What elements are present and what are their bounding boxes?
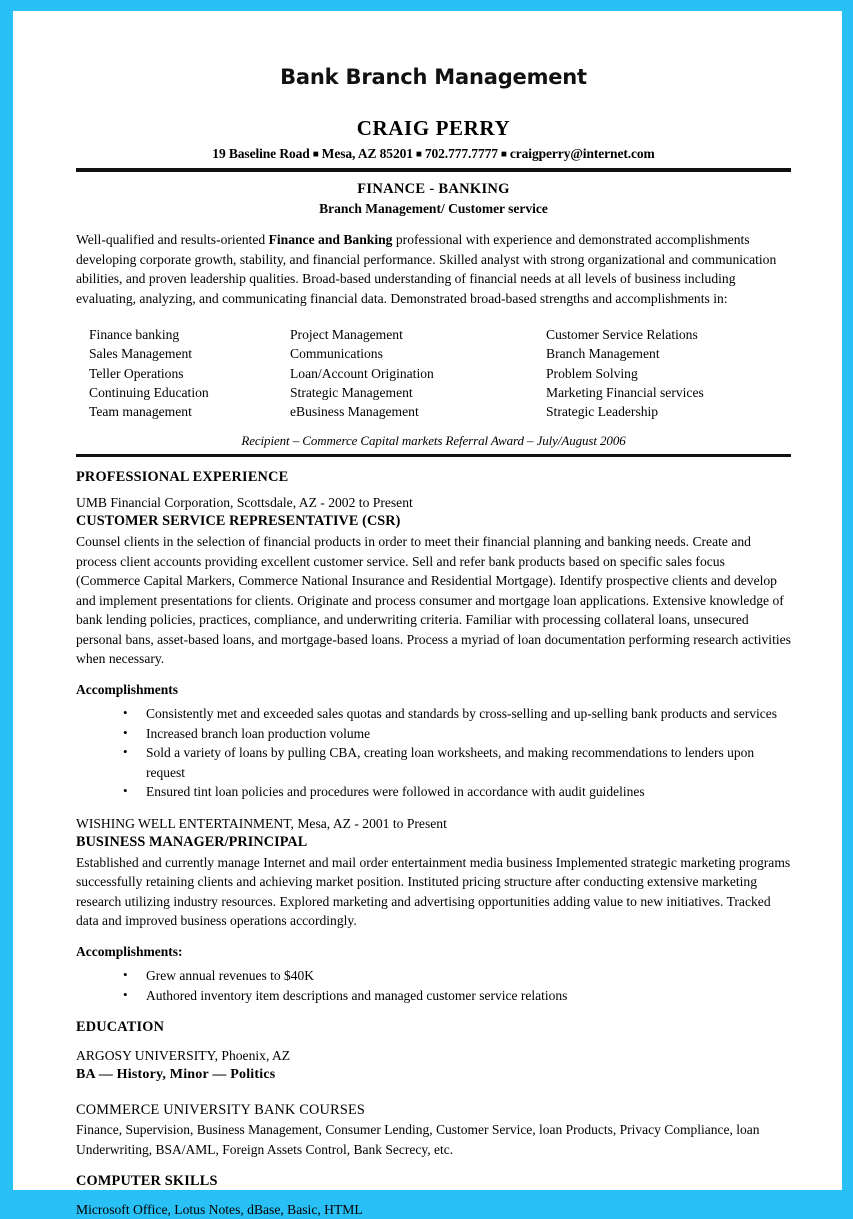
competency-item: eBusiness Management <box>290 404 419 420</box>
summary-emphasis: Finance and Banking <box>268 232 393 247</box>
education-courses-heading: COMMERCE UNIVERSITY BANK COURSES <box>76 1102 366 1119</box>
list-item: • Ensured tint loan policies and procedures were followed in accordance with audit guidelines <box>123 782 791 802</box>
job-company-line: WISHING WELL ENTERTAINMENT, Mesa, AZ - 2001 to Present <box>76 815 447 831</box>
contact-phone: 702.777.7777 <box>424 146 498 161</box>
competency-item: Teller Operations <box>89 365 184 381</box>
accomplishments-list <box>76 966 791 1005</box>
award-line: Recipient – Commerce Capital markets Referral Award – July/August 2006 <box>241 433 626 449</box>
competency-item: Continuing Education <box>89 384 209 400</box>
section-heading-education: EDUCATION <box>76 1019 165 1036</box>
competency-item: Problem Solving <box>546 365 638 381</box>
job-entry <box>76 494 791 801</box>
professional-summary <box>76 230 791 308</box>
list-item: • Sold a variety of loans by pulling CBA, creating loan worksheets, and making recommendations to lenders upon request <box>123 743 791 782</box>
job-company-line: UMB Financial Corporation, Scottsdale, AZ - 2002 to Present <box>76 495 413 511</box>
job-role-title: CUSTOMER SERVICE REPRESENTATIVE (CSR) <box>76 513 401 530</box>
document-title: Bank Branch Management <box>280 65 587 89</box>
contact-separator-icon: ■ <box>415 149 422 160</box>
education-courses-body: Finance, Supervision, Business Management, Consumer Lending, Customer Service, loan Products, Privacy Compliance, loan Underwriting, BSA/AML, Foreign Assets Control, Bank Secrecy, etc. <box>76 1122 760 1157</box>
candidate-name: CRAIG PERRY <box>356 116 511 140</box>
resume-content <box>76 39 791 1218</box>
accomplishments-heading: Accomplishments <box>76 682 178 698</box>
contact-city-state-zip: Mesa, AZ 85201 <box>321 146 413 161</box>
award-divider <box>76 454 791 457</box>
competency-item: Branch Management <box>546 346 660 362</box>
list-item: • Consistently met and exceeded sales quotas and standards by cross-selling and up-selling bank products and services <box>123 704 791 724</box>
job-description: Established and currently manage Internet and mail order entertainment media business Implemented strategic marketing programs successfully retaining clients and achieving market position. Instituted pricing structure after conducting extensive marketing research utilizing industry resources. Explored marketing and advertising opportunities adding value to new initiatives. Tracked data and improved business operations accordingly. <box>76 854 791 929</box>
target-subtitle: Branch Management/ Customer service <box>319 201 548 216</box>
award-block <box>76 433 791 449</box>
section-heading-professional-experience: PROFESSIONAL EXPERIENCE <box>76 469 289 486</box>
accomplishments-heading: Accomplishments: <box>76 944 183 960</box>
section-heading-computer-skills: COMPUTER SKILLS <box>76 1173 218 1190</box>
competency-item: Marketing Financial services <box>546 384 704 400</box>
competency-item: Strategic Leadership <box>546 404 659 420</box>
competency-item: Team management <box>89 404 192 420</box>
resume-page <box>13 11 842 1218</box>
job-entry <box>76 815 791 1006</box>
accomplishments-list <box>76 704 791 802</box>
list-item: • Increased branch loan production volume <box>123 724 791 744</box>
list-item: • Authored inventory item descriptions and managed customer service relations <box>123 986 791 1006</box>
competency-item: Loan/Account Origination <box>290 365 434 381</box>
contact-separator-icon: ■ <box>500 149 507 160</box>
summary-part-1: Well-qualified and results-oriented <box>76 232 269 247</box>
competency-item: Customer Service Relations <box>546 327 698 342</box>
summary-part-2: professional with experience and demonstrated accomplishments developing corporate growth, stability, and financial performance. Skilled analyst with strong organizational and communication abilities, and proven leadership qualities. Broad-based understanding of financial needs at all levels of business including evaluating, analyzing, and communicating financial data. Demonstrated broad-based strengths and accomplishments in: <box>76 232 777 306</box>
education-school: ARGOSY UNIVERSITY, Phoenix, AZ <box>76 1048 291 1064</box>
target-title: FINANCE - BANKING <box>357 181 510 197</box>
header-divider <box>76 168 791 172</box>
spacer <box>76 802 791 815</box>
list-item: • Grew annual revenues to $40K <box>123 966 791 986</box>
contact-email[interactable]: craigperry@internet.com <box>509 146 655 161</box>
contact-line <box>76 146 791 162</box>
contact-address: 19 Baseline Road <box>212 146 310 161</box>
competency-item: Sales Management <box>89 346 193 362</box>
competency-item: Communications <box>290 346 383 362</box>
competency-item: Strategic Management <box>290 384 413 400</box>
competency-item: Project Management <box>290 327 403 342</box>
computer-skills-list: Microsoft Office, Lotus Notes, dBase, Basic, HTML <box>76 1202 363 1218</box>
contact-separator-icon: ■ <box>312 149 319 160</box>
core-competencies-grid <box>76 325 791 421</box>
education-degree: BA — History, Minor — Politics <box>76 1067 276 1083</box>
competency-item: Finance banking <box>89 327 180 342</box>
job-description: Counsel clients in the selection of financial products in order to meet their financial planning and banking needs. Create and process client accounts providing excellent customer service. Sell and refer bank products based on specific sales focus (Commerce Capital Markers, Commerce National Insurance and Residential Mortgage). Identify prospective clients and develop and implement presentations for clients. Originate and process consumer and mortgage loan applications. Extensive knowledge of bank lending policies, practices, compliance, and underwriting criteria. Familiar with processing collateral loans, unsecured personal bans, asset-based loans, and mortgage-based loans. Process a myriad of loan documentation performing research activities when necessary. <box>76 534 791 666</box>
job-role-title: BUSINESS MANAGER/PRINCIPAL <box>76 833 308 850</box>
